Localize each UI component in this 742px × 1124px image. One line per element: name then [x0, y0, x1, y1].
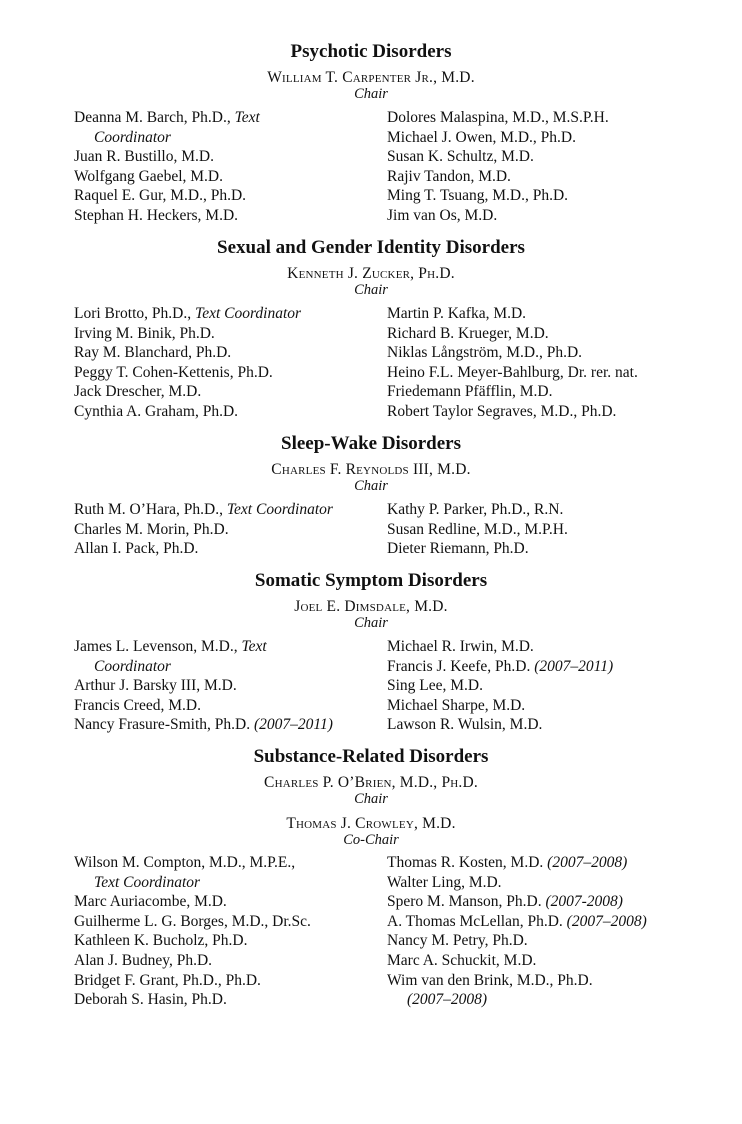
member-entry [387, 128, 707, 148]
member-term-note: (2007–2011) [534, 657, 614, 675]
member-entry [74, 108, 374, 147]
member-entry [74, 637, 374, 676]
member-name: Dieter Riemann, Ph.D. [387, 540, 529, 558]
member-name: Kathleen K. Bucholz, Ph.D. [74, 932, 248, 950]
member-name: Lawson R. Wulsin, M.D. [387, 716, 543, 734]
member-entry [387, 637, 707, 657]
member-role: Text [241, 638, 267, 655]
member-entry [74, 990, 374, 1010]
member-entry [387, 912, 707, 932]
chair-role: Chair [354, 86, 388, 102]
member-entry [387, 343, 707, 363]
member-entry [387, 539, 707, 559]
member-name: Cynthia A. Graham, Ph.D. [74, 402, 239, 420]
member-name: Ming T. Tsuang, M.D., Ph.D. [387, 187, 569, 205]
member-name: Susan Redline, M.D., M.P.H. [387, 520, 568, 538]
member-role: Text Coordinator [226, 501, 333, 518]
member-entry [74, 167, 374, 187]
member-name: Nancy M. Petry, Ph.D. [387, 932, 528, 950]
member-entry [74, 500, 374, 520]
member-column-left [74, 108, 374, 226]
member-entry [74, 951, 374, 971]
member-name: Lori Brotto, Ph.D., [74, 305, 192, 322]
member-name: Niklas Långström, M.D., Ph.D. [387, 344, 583, 362]
member-entry [74, 539, 374, 559]
member-name: Guilherme L. G. Borges, M.D., Dr.Sc. [74, 912, 311, 930]
member-column-right [387, 637, 707, 735]
chair-role: Chair [354, 615, 388, 631]
member-entry [387, 186, 707, 206]
member-name: Stephan H. Heckers, M.D. [74, 206, 239, 224]
member-entry [74, 324, 374, 344]
section-title: Sexual and Gender Identity Disorders [217, 237, 525, 258]
member-name: Richard B. Krueger, M.D. [387, 324, 549, 342]
member-role-continued: Text Coordinator [94, 873, 201, 891]
member-name: Francis Creed, M.D. [74, 696, 201, 714]
member-name: Arthur J. Barsky III, M.D. [74, 677, 237, 695]
member-entry [74, 206, 374, 226]
member-entry [387, 853, 707, 873]
member-entry [74, 912, 374, 932]
member-name: Michael R. Irwin, M.D. [387, 638, 534, 655]
member-name: Sing Lee, M.D. [387, 677, 484, 695]
member-name: Alan J. Budney, Ph.D. [74, 951, 213, 969]
member-name: Deborah S. Hasin, Ph.D. [74, 991, 227, 1009]
section-title: Somatic Symptom Disorders [254, 570, 488, 591]
member-term-note-continued: (2007–2008) [407, 991, 488, 1009]
member-entry [74, 715, 374, 735]
member-entry [387, 715, 707, 735]
member-entry [387, 108, 707, 128]
member-entry [74, 186, 374, 206]
member-name: Martin P. Kafka, M.D. [387, 305, 527, 322]
member-entry [74, 931, 374, 951]
chair-name: William T. Carpenter Jr., M.D. [267, 69, 475, 86]
member-entry [387, 500, 707, 520]
member-name: Heino F.L. Meyer-Bahlburg, Dr. rer. nat. [387, 363, 638, 381]
section-title: Psychotic Disorders [290, 41, 452, 62]
member-name: Wilson M. Compton, M.D., M.P.E., [74, 854, 296, 871]
member-name: Raquel E. Gur, M.D., Ph.D. [74, 187, 247, 205]
member-term-note: (2007-2008) [545, 893, 623, 911]
co-chair-role: Co-Chair [343, 832, 399, 848]
member-entry [74, 363, 374, 383]
member-name: Irving M. Binik, Ph.D. [74, 324, 215, 342]
member-column-left [74, 637, 374, 735]
member-name: Marc Auriacombe, M.D. [74, 893, 227, 911]
chair-name: Kenneth J. Zucker, Ph.D. [287, 265, 455, 282]
chair-role: Chair [354, 282, 388, 298]
member-entry [74, 676, 374, 696]
member-entry [387, 971, 707, 1010]
member-name: Bridget F. Grant, Ph.D., Ph.D. [74, 971, 261, 989]
member-name: Francis J. Keefe, Ph.D. [387, 657, 531, 675]
member-column-right [387, 500, 707, 559]
member-entry [387, 892, 707, 912]
member-column-right [387, 108, 707, 226]
member-entry [74, 892, 374, 912]
member-entry [74, 382, 374, 402]
member-column-right [387, 853, 707, 1010]
member-name: Nancy Frasure-Smith, Ph.D. [74, 716, 251, 734]
member-role: Text Coordinator [195, 305, 302, 322]
member-term-note: (2007–2011) [253, 716, 333, 734]
member-name: Susan K. Schultz, M.D. [387, 148, 534, 166]
member-entry [74, 853, 374, 892]
member-entry [74, 402, 374, 422]
member-column-right [387, 304, 707, 422]
member-entry [74, 147, 374, 167]
member-role-continued: Coordinator [94, 128, 171, 146]
chair-name: Charles F. Reynolds III, M.D. [271, 461, 471, 478]
member-name: Rajiv Tandon, M.D. [387, 167, 511, 185]
member-name: Jack Drescher, M.D. [74, 383, 202, 401]
member-name: James L. Levenson, M.D., [74, 638, 238, 655]
member-name: A. Thomas McLellan, Ph.D. [387, 912, 563, 930]
member-term-note: (2007–2008) [566, 912, 647, 930]
member-entry [387, 324, 707, 344]
member-entry [387, 676, 707, 696]
member-name: Charles M. Morin, Ph.D. [74, 520, 229, 538]
member-role: Text [234, 109, 260, 126]
member-name: Jim van Os, M.D. [387, 206, 498, 224]
member-name: Dolores Malaspina, M.D., M.S.P.H. [387, 109, 609, 126]
member-entry [387, 206, 707, 226]
member-name: Allan I. Pack, Ph.D. [74, 540, 199, 558]
member-entry [74, 343, 374, 363]
member-name: Walter Ling, M.D. [387, 873, 502, 891]
member-name: Deanna M. Barch, Ph.D., [74, 109, 231, 126]
member-name: Kathy P. Parker, Ph.D., R.N. [387, 501, 564, 518]
member-entry [387, 147, 707, 167]
member-entry [74, 696, 374, 716]
member-name: Wolfgang Gaebel, M.D. [74, 167, 223, 185]
member-name: Ruth M. O’Hara, Ph.D., [74, 501, 223, 518]
chair-role: Chair [354, 791, 388, 807]
section-title: Substance-Related Disorders [253, 746, 489, 767]
member-entry [74, 520, 374, 540]
member-entry [387, 873, 707, 893]
member-entry [387, 520, 707, 540]
member-entry [387, 696, 707, 716]
chair-name: Charles P. O’Brien, M.D., Ph.D. [264, 774, 478, 791]
member-name: Michael J. Owen, M.D., Ph.D. [387, 128, 576, 146]
member-entry [387, 382, 707, 402]
member-entry [387, 931, 707, 951]
member-entry [387, 304, 707, 324]
section-title: Sleep-Wake Disorders [281, 433, 461, 454]
member-name: Peggy T. Cohen-Kettenis, Ph.D. [74, 363, 273, 381]
member-column-left [74, 304, 374, 422]
member-name: Ray M. Blanchard, Ph.D. [74, 344, 232, 362]
member-column-left [74, 853, 374, 1010]
chair-name: Joel E. Dimsdale, M.D. [294, 598, 448, 615]
member-name: Friedemann Pfäfflin, M.D. [387, 383, 553, 401]
member-column-left [74, 500, 374, 559]
co-chair-name: Thomas J. Crowley, M.D. [286, 815, 456, 832]
member-name: Spero M. Manson, Ph.D. [387, 893, 542, 911]
member-name: Robert Taylor Segraves, M.D., Ph.D. [387, 402, 617, 420]
member-role-continued: Coordinator [94, 657, 171, 675]
member-entry [74, 971, 374, 991]
member-term-note: (2007–2008) [547, 854, 628, 871]
member-entry [387, 363, 707, 383]
member-entry [74, 304, 374, 324]
member-entry [387, 951, 707, 971]
member-name: Marc A. Schuckit, M.D. [387, 951, 537, 969]
member-entry [387, 167, 707, 187]
member-name: Wim van den Brink, M.D., Ph.D. [387, 971, 593, 989]
member-name: Juan R. Bustillo, M.D. [74, 148, 214, 166]
chair-role: Chair [354, 478, 388, 494]
member-name: Thomas R. Kosten, M.D. [387, 854, 544, 871]
member-entry [387, 657, 707, 677]
member-entry [387, 402, 707, 422]
member-name: Michael Sharpe, M.D. [387, 696, 526, 714]
